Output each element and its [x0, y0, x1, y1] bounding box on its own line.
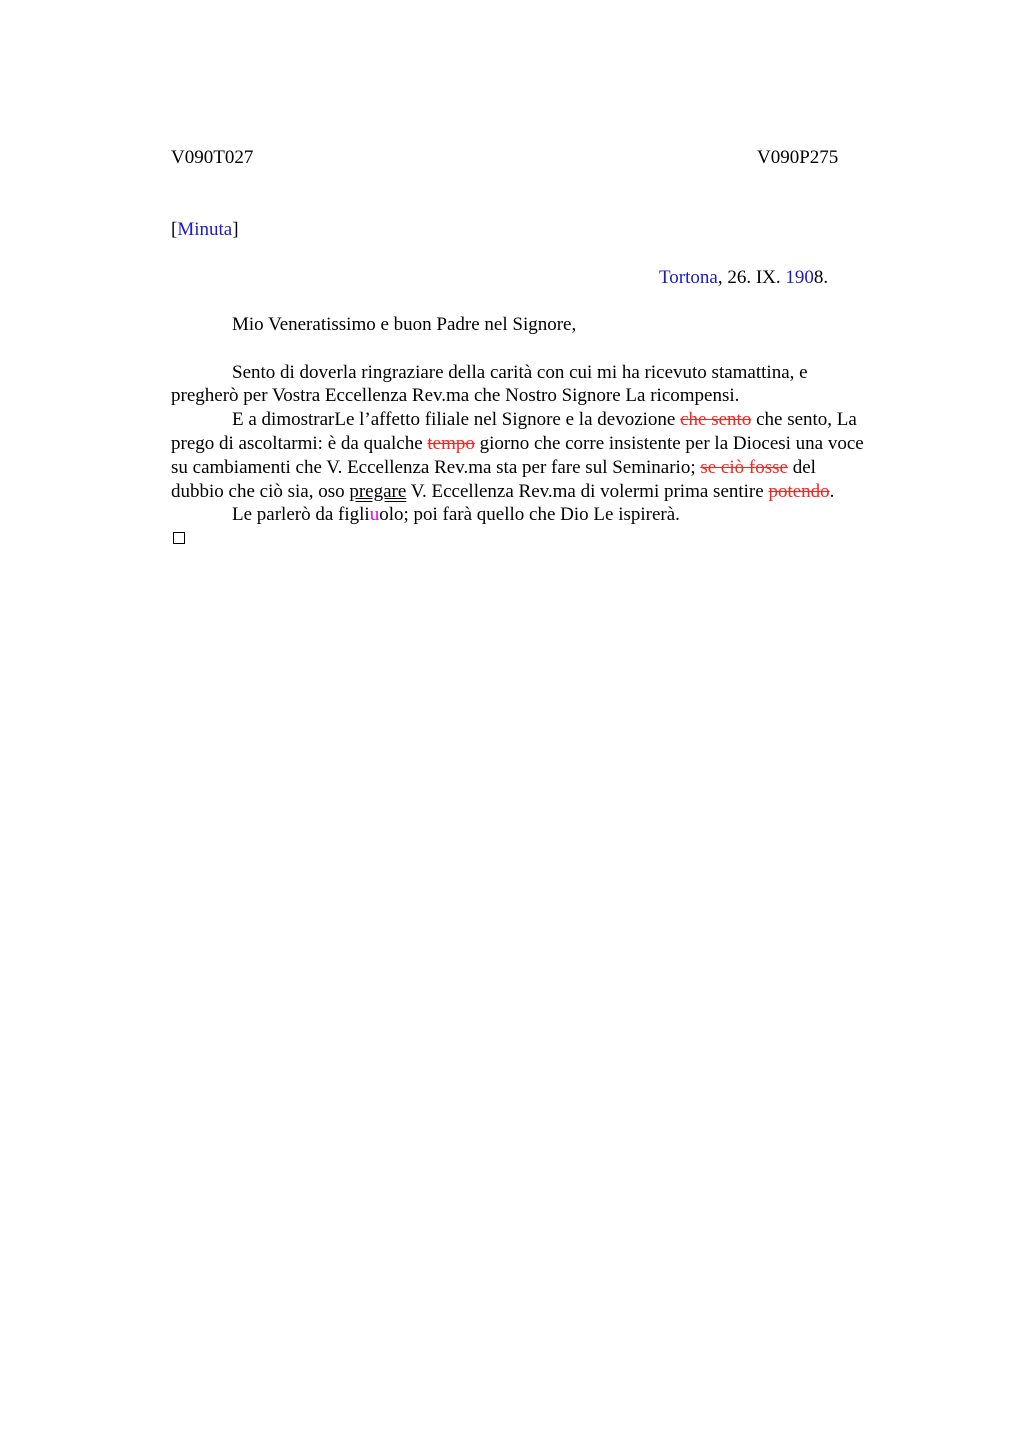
salutation: Mio Veneratissimo e buon Padre nel Signore,	[232, 314, 577, 335]
bracket-close: ]	[232, 219, 239, 240]
deleted-text: che sento	[680, 409, 752, 430]
paragraph-2-line-3: su cambiamenti che V. Eccellenza Rev.ma sta per fare sul Seminario; se ciò fosse del	[171, 457, 816, 478]
paragraph-2-line-4: dubbio che ciò sia, oso pregare V. Eccellenza Rev.ma di volermi prima sentire potendo.	[171, 481, 835, 502]
underlined-text: pregare	[349, 481, 407, 502]
paragraph-2-line-2: prego di ascoltarmi: è da qualche tempo giorno che corre insistente per la Diocesi una voce	[171, 433, 864, 454]
date-year-part: 190	[785, 267, 814, 288]
date-year-end: 8.	[813, 267, 829, 288]
checkbox-icon	[173, 532, 185, 544]
paragraph-1-line-2: pregherò per Vostra Eccellenza Rev.ma che Nostro Signore La ricompensi.	[171, 385, 740, 406]
paragraph-2-line-1: E a dimostrarLe l’affetto filiale nel Signore e la devozione che sento che sento, La	[232, 409, 857, 430]
document-type	[171, 218, 239, 242]
deleted-text: tempo	[427, 433, 475, 454]
document-type-label: Minuta	[177, 219, 233, 240]
date-text: , 26. IX.	[717, 267, 786, 288]
dateline	[659, 266, 828, 290]
left-code: V090T027	[171, 147, 254, 168]
bracket-open: [	[171, 219, 178, 240]
deleted-text: potendo	[768, 481, 830, 502]
place-name: Tortona	[659, 267, 718, 288]
inserted-letter: u	[369, 504, 380, 525]
paragraph-1-line-1: Sento di doverla ringraziare della carità con cui mi ha ricevuto stamattina, e	[232, 362, 808, 383]
right-code: V090P275	[757, 147, 839, 168]
deleted-text: se ciò fosse	[700, 457, 788, 478]
paragraph-3: Le parlerò da figliuolo; poi farà quello che Dio Le ispirerà.	[232, 504, 680, 525]
